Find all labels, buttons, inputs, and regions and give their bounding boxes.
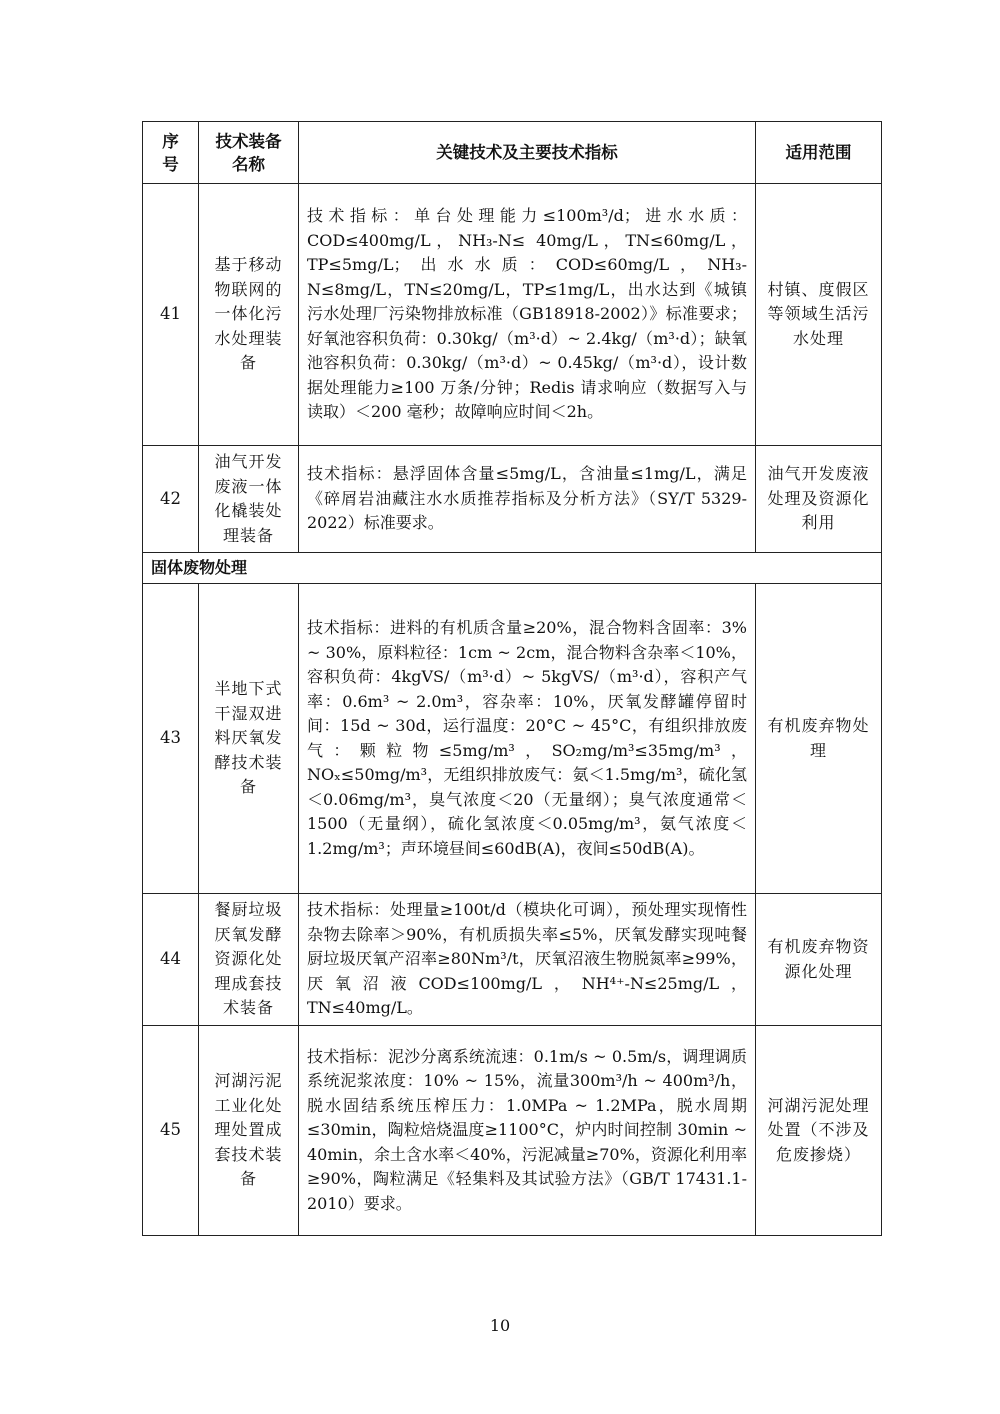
table-row <box>143 584 882 894</box>
equipment-table <box>142 121 882 1236</box>
page-number: 10 <box>489 1316 511 1335</box>
header-scope: 适用范围 <box>756 122 882 184</box>
row-desc: 技术指标：单台处理能力≤100m³/d；进水水质：COD≤400mg/L，NH₃-N≤ 40mg/L，TN≤60mg/L，TP≤5mg/L；出水水质：COD≤60mg/L，NH₃-N≤8mg/L，TN≤20mg/L，TP≤1mg/L，出水达到《城镇污水处理厂污染物排放标准（GB18918-2002）》标准要求；好氧池容积负荷：0.30kg/（m³·d）~ 2.4kg/（m³·d）；缺氧池容积负荷：0.30kg/（m³·d）~ 0.45kg/（m³·d），设计数据处理能力≥100 万条/分钟；Redis 请求响应（数据写入与读取）＜200 毫秒；故障响应时间＜2h。 <box>299 184 756 446</box>
header-no: 序号 <box>143 122 199 184</box>
row-name: 基于移动物联网的一体化污水处理装备 <box>199 184 299 446</box>
row-desc: 技术指标：处理量≥100t/d（模块化可调），预处理实现惰性杂物去除率＞90%，有机质损失率≤5%，厌氧发酵实现吨餐厨垃圾厌氧产沼率≥80Nm³/t，厌氧沼液生物脱氮率≥99%，厌氧沼液COD≤100mg/L，NH⁴⁺-N≤25mg/L，TN≤40mg/L。 <box>299 894 756 1026</box>
section-label: 固体废物处理 <box>143 553 882 584</box>
row-scope: 河湖污泥处理处置（不涉及危废掺烧） <box>756 1026 882 1236</box>
row-scope: 油气开发废液处理及资源化利用 <box>756 446 882 553</box>
header-name: 技术装备名称 <box>199 122 299 184</box>
row-scope: 有机废弃物处理 <box>756 584 882 894</box>
row-no: 45 <box>143 1026 199 1236</box>
row-name: 河湖污泥工业化处理处置成套技术装备 <box>199 1026 299 1236</box>
row-name: 油气开发废液一体化橇装处理装备 <box>199 446 299 553</box>
row-scope: 村镇、度假区等领域生活污水处理 <box>756 184 882 446</box>
row-desc: 技术指标：泥沙分离系统流速：0.1m/s ~ 0.5m/s，调理调质系统泥浆浓度：10% ~ 15%，流量300m³/h ~ 400m³/h，脱水固结系统压榨压力：1.0MPa ~ 1.2MPa，脱水周期≤30min，陶粒焙烧温度≥1100°C，炉内时间控制 30min ~ 40min，余土含水率＜40%，污泥减量≥70%，资源化利用率≥90%，陶粒满足《轻集料及其试验方法》（GB/T 17431.1-2010）要求。 <box>299 1026 756 1236</box>
table-header-row <box>143 122 882 184</box>
row-desc: 技术指标：进料的有机质含量≥20%，混合物料含固率：3% ~ 30%，原料粒径：1cm ~ 2cm，混合物料含杂率＜10%，容积负荷：4kgVS/（m³·d）~ 5kgVS/（m³·d），容积产气率：0.6m³ ~ 2.0m³，容杂率：10%，厌氧发酵罐停留时间：15d ~ 30d，运行温度：20°C ~ 45°C，有组织排放废气：颗粒物≤5mg/m³，SO₂mg/m³≤35mg/m³，NOₓ≤50mg/m³，无组织排放废气：氨＜1.5mg/m³，硫化氢＜0.06mg/m³，臭气浓度＜20（无量纲）；臭气浓度通常＜1500（无量纲），硫化氢浓度＜0.05mg/m³，氨气浓度＜1.2mg/m³；声环境昼间≤60dB(A)，夜间≤50dB(A)。 <box>299 584 756 894</box>
row-name: 半地下式干湿双进料厌氧发酵技术装备 <box>199 584 299 894</box>
row-no: 43 <box>143 584 199 894</box>
row-no: 44 <box>143 894 199 1026</box>
row-desc: 技术指标：悬浮固体含量≤5mg/L，含油量≤1mg/L，满足《碎屑岩油藏注水水质推荐指标及分析方法》（SY/T 5329-2022）标准要求。 <box>299 446 756 553</box>
table-row <box>143 446 882 553</box>
table-row <box>143 184 882 446</box>
table-row <box>143 1026 882 1236</box>
row-no: 41 <box>143 184 199 446</box>
row-name: 餐厨垃圾厌氧发酵资源化处理成套技术装备 <box>199 894 299 1026</box>
row-no: 42 <box>143 446 199 553</box>
row-scope: 有机废弃物资源化处理 <box>756 894 882 1026</box>
section-row <box>143 553 882 584</box>
table-row <box>143 894 882 1026</box>
header-desc: 关键技术及主要技术指标 <box>299 122 756 184</box>
